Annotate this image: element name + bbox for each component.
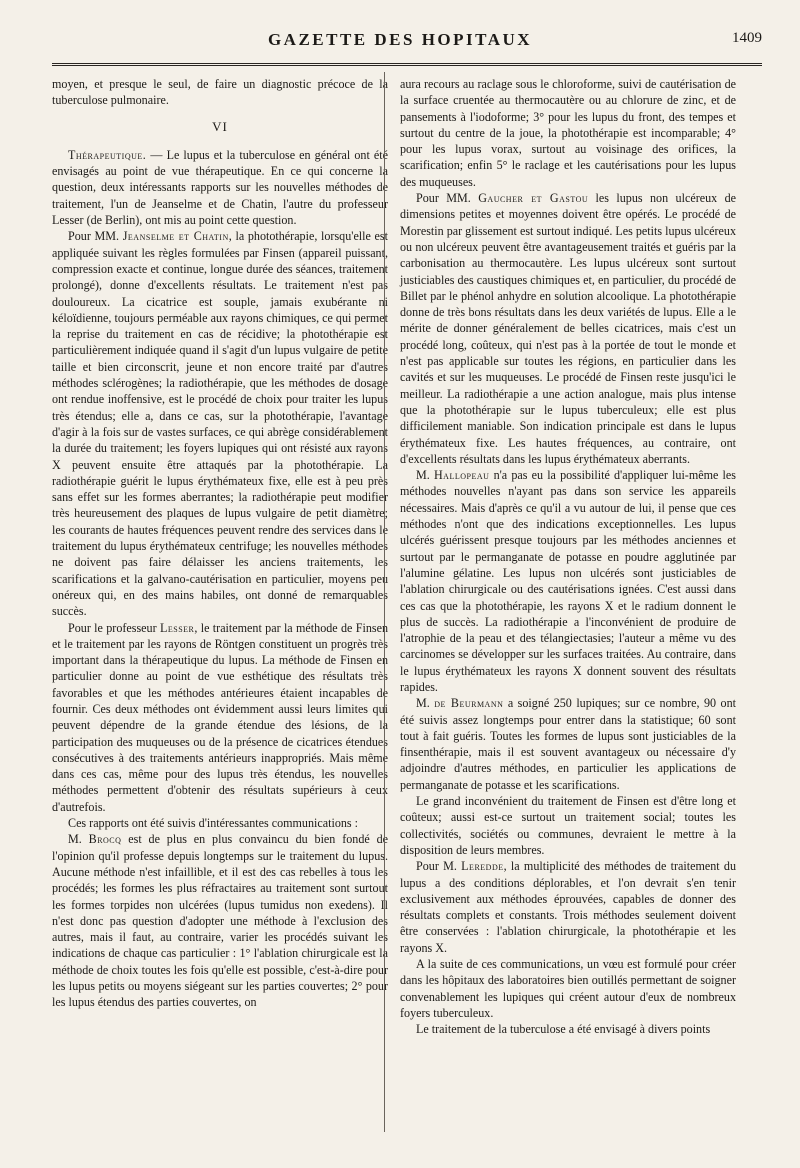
paragraph: Le traitement de la tuberculose a été envisagé à divers points <box>416 1022 711 1037</box>
header-rule <box>52 63 762 66</box>
right-column <box>400 76 736 1038</box>
left-column <box>52 76 388 1011</box>
paragraph: M. de Beurmann a soigné 250 lupiques; sur ce nombre, 90 ont été suivis assez longtemps pour entrer dans la statistique; 60 sont tout à fait guéris. Toutes les formes de lupus sont justiciables de la finsenthérapie, mais il est souvent avantageux ou nécessaire d'y adjoindre d'autres méthodes, en particulier les applications de permanganate de potasse et les scarifications. <box>400 696 736 792</box>
paragraph: Pour le professeur Lesser, le traitement par la méthode de Finsen et le traitement par les rayons de Röntgen constituent un progrès très important dans la thérapeutique du lupus. La méthode de Finsen en particulier donne au point de vue esthétique des résultats très favorables et que les méthodes antérieures étaient incapables de fournir. Ces deux méthodes ont évidemment aussi leurs limites qui peuvent dépendre de la grande étendue des lésions, de la participation des muqueuses ou de la présence de cicatrices étendues consécutives à des traitements antérieurs inappropriés. Mais même dans ces cas, même pour des lupus très étendus, les nouvelles méthodes permettent d'obtenir des résultats supérieurs à ceux d'autrefois. <box>52 620 388 814</box>
paragraph: M. Brocq est de plus en plus convaincu du bien fondé de l'opinion qu'il professe depuis longtemps sur le traitement du lupus. Aucune méthode n'est infaillible, et il est des cas rebelles à tous les procédés; les formes les plus réfractaires au traitement sont surtout les formes torpides non ulcérées (lupus tumidus non exedens). Il n'est donc pas question d'adopter une méthode à l'exclusion des autres, mais il faut, au contraire, varier les procédés suivant les indications de chaque cas particulier : 1° l'ablation chirurgicale est la méthode de choix toutes les fois qu'elle est possible, c'est-à-dire pour les lupus petits ou moyens siégeant sur les parties couvertes; 2° pour les lupus étendus des parties couvertes, on <box>52 832 388 1010</box>
paragraph: Thérapeutique. — Le lupus et la tuberculose en général ont été envisagés au point de vue thérapeutique. En ce qui concerne la question, deux intéressants rapports sur les nouvelles méthodes de traitement, l'un de Jeanselme et de Chatin, l'autre du professeur Lesser (de Berlin), ont mis au point cette question. <box>52 147 388 228</box>
page-number: 1409 <box>732 30 762 46</box>
paragraph: A la suite de ces communications, un vœu est formulé pour créer dans les hôpitaux des laboratoires bien outillés permettant de soigner convenablement les lupiques qui créent autour d'eux de nombreux foyers tuberculeux. <box>400 957 736 1020</box>
author-names: Lesser <box>159 620 195 635</box>
paragraph: moyen, et presque le seul, de faire un diagnostic précoce de la tuberculose pulmonaire. <box>52 77 388 108</box>
paragraph: Pour MM. Jeanselme et Chatin, la photothérapie, lorsqu'elle est appliquée suivant les règles formulées par Finsen (appareil puissant, compression exacte et continue, longue durée des séances, traitement prolongé), donne d'excellents résultats. Le traitement n'est pas douloureux. La cicatrice est souple, jamais exubérante ni kéloïdienne, toujours perméable aux rayons chimiques, ce qui permet la reprise du traitement en cas de récidive; la photothérapie est particulièrement indiquée quand il s'agit d'un lupus vulgaire de petite taille et bien circonscrit, jeune et non encore traité par d'autres méthodes sclérogènes; la radiothérapie, que les méthodes de dosage ont rendue inoffensive, est le procédé de choix pour traiter les lupus très étendus; elle a, dans ce cas, sur la photothérapie, l'avantage d'agir à la fois sur de vastes surfaces, ce qui abrège considérablement la durée du traitement; les foyers lupiques qui ont résisté aux rayons X peuvent ensuite être attaqués par la photothérapie. La radiothérapie guérit le lupus érythémateux fixe, elle est à peu près sans effet sur les formes aberrantes; la radiothérapie peut modifier très heureusement des plaques de lupus vulgaire de petit diamètre; les courants de hautes fréquences peuvent rendre des services dans le traitement du lupus érythémateux centrifuge; les nouvelles méthodes ne doivent pas faire délaisser les anciens traitements, les scarifications et la galvano-cautérisation en particulier, moyens peu onéreux qui, en des mains habiles, ont donné de remarquables succès. <box>52 229 388 619</box>
column-divider <box>384 72 385 1132</box>
author-names: Brocq <box>88 832 122 847</box>
author-names: Gaucher et Gastou <box>478 191 589 206</box>
author-names: Leredde <box>461 859 504 874</box>
author-names: Hallopeau <box>433 468 490 483</box>
section-number: VI <box>212 118 228 134</box>
paragraph: Pour M. Leredde, la multiplicité des méthodes de traitement du lupus a des conditions déplorables, et l'on devrait s'en tenir exclusivement aux méthodes éprouvées, capables de donner des résultats complets et constants. Trois méthodes seulement doivent être conservées : l'ablation chirurgicale, la photothérapie et les rayons X. <box>400 859 737 955</box>
paragraph: Pour MM. Gaucher et Gastou les lupus non ulcéreux de dimensions petites et moyennes doivent être opérés. Le procédé de Morestin par glissement est surtout indiqué. Les petits lupus ulcéreux ou non ulcéreux peuvent être avantageusement traités et guéris par la carbonisation au thermocautère. Les lupus ulcéreux sont surtout justiciables des caustiques chimiques et, en particulier, du procédé de Billet par le phénol anhydre en solution alcoolique. La photothérapie donne de très bons résultats dans les deux variétés de lupus. Elle a le mérite de donner généralement de belles cicatrices, mais c'est un procédé long, coûteux, qui n'est pas à la portée de tout le monde et n'est pas applicable sur toutes les régions, en particulier dans les cavités et sur les muqueuses. Le procédé de Finsen reste jusqu'ici le meilleur. La radiothérapie a une action analogue, mais plus intense que la photothérapie sur le lupus tuberculeux; elle est plus difficilement maniable. Son indication principale est dans le lupus érythémateux fixe. Les hautes fréquences, au contraire, ont d'excellents résultats dans les lupus érythémateux aberrants. <box>400 191 736 466</box>
running-head: GAZETTE DES HOPITAUX <box>267 30 533 49</box>
paragraph: M. Hallopeau n'a pas eu la possibilité d'appliquer lui-même les méthodes nouvelles n'ayant pas dans son service les appareils nécessaires. Mais d'après ce qu'il a vu autour de lui, il pense que ces méthodes n'ont que des indications exceptionnelles. Les lupus ulcérés guérissent presque toujours par les méthodes anciennes et surtout par le permanganate de potasse en poudre agglutinée par l'alumine gélatine. Les lupus non ulcérés sont justiciables de l'ablation chirurgicale ou des cautérisations ignées. C'est aussi dans ces cas que la photothérapie, les rayons X et le radium donnent le plus de succès. La radiothérapie a l'inconvénient de produire de l'atrophie de la peau et des télangiectasies; l'auteur a même vu des carcinomes se développer sur les surfaces traitées. Au contraire, dans le lupus érythémateux les rayons X donnent souvent des résultats rapides. <box>400 468 736 694</box>
paragraph: aura recours au raclage sous le chloroforme, suivi de cautérisation de la surface cruentée au thermocautère ou au chlorure de zinc, et de pansements à l'iodoforme; 3° pour les lupus du front, des tempes et surtout du centre de la joue, la photothérapie est incomparable; 4° pour les lupus vorax, surtout au voisinage des orifices, la scarification; enfin 5° le raclage et les cautérisations pour les lupus des muqueuses. <box>400 77 736 189</box>
paragraph: Le grand inconvénient du traitement de Finsen est d'être long et coûteux; aussi est-ce surtout un traitement social; toutes les collectivités, sociétés ou communes, devraient le mettre à la disposition de leurs membres. <box>400 794 736 857</box>
paragraph: Ces rapports ont été suivis d'intéressantes communications : <box>68 816 359 831</box>
author-names: Jeanselme et Chatin <box>122 229 229 244</box>
author-names: de Beurmann <box>434 696 504 711</box>
run-in-heading: Thérapeutique. <box>68 147 147 162</box>
